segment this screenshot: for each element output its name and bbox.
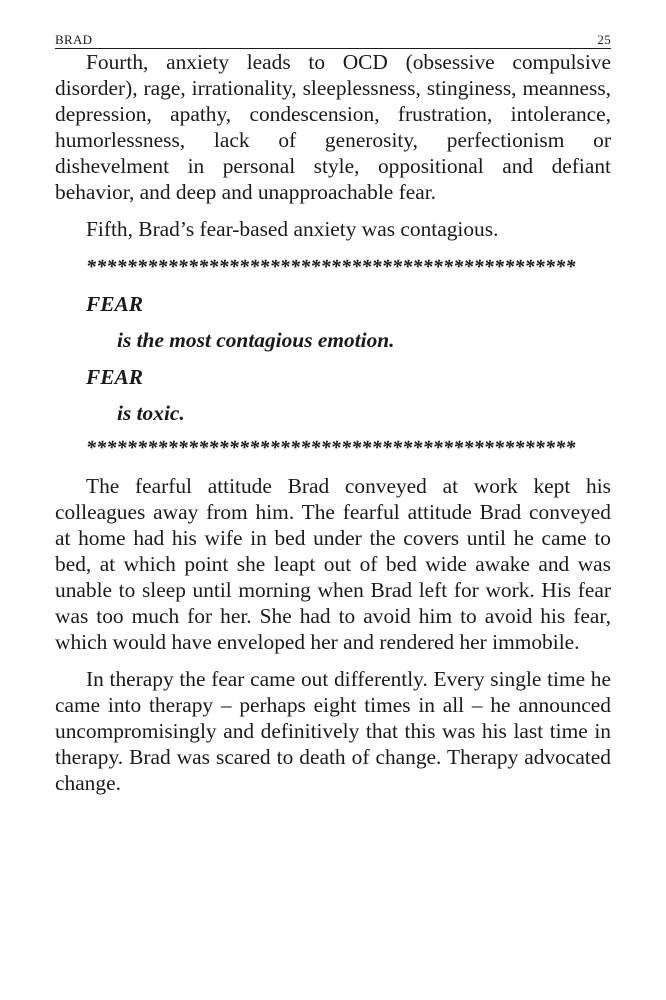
book-page xyxy=(55,32,611,796)
separator-top: ************************************************ xyxy=(86,256,576,278)
separator-bottom: ************************************************ xyxy=(86,437,576,459)
body-text xyxy=(55,49,611,796)
callout-contagious: is the most contagious emotion. xyxy=(117,328,395,352)
page-number: 25 xyxy=(597,32,611,47)
running-header xyxy=(55,32,611,49)
paragraph-attitude: The fearful attitude Brad conveyed at work kept his colleagues away from him. The fearful attitude Brad conveyed at home had his wife in bed under the covers until he came to bed, at which point she leapt out of bed wide awake and was unable to sleep until morning when Brad left for work. His fear was too much for her. She had to avoid him to avoid his fear, which would have enveloped her and rendered her immobile. xyxy=(55,474,611,654)
running-title: BRAD xyxy=(55,32,93,47)
callout-fear-1: FEAR xyxy=(86,292,144,316)
callout-toxic: is toxic. xyxy=(117,401,185,425)
paragraph-fourth: Fourth, anxiety leads to OCD (obsessive compulsive disorder), rage, irrationality, sleeplessness, stinginess, meanness, depression, apathy, condescension, frustration, intolerance, humorlessness, lack of generosity, perfectionism or dishevelment in personal style, oppositional and defiant behavior, and deep and unapproachable fear. xyxy=(55,50,611,204)
paragraph-therapy: In therapy the fear came out differently. Every single time he came into therapy – perhaps eight times in all – he announced uncompromisingly and definitively that this was his last time in therapy. Brad was scared to death of change. Therapy advocated change. xyxy=(55,667,611,795)
paragraph-fifth: Fifth, Brad’s fear-based anxiety was contagious. xyxy=(86,217,499,241)
callout-fear-2: FEAR xyxy=(86,365,144,389)
